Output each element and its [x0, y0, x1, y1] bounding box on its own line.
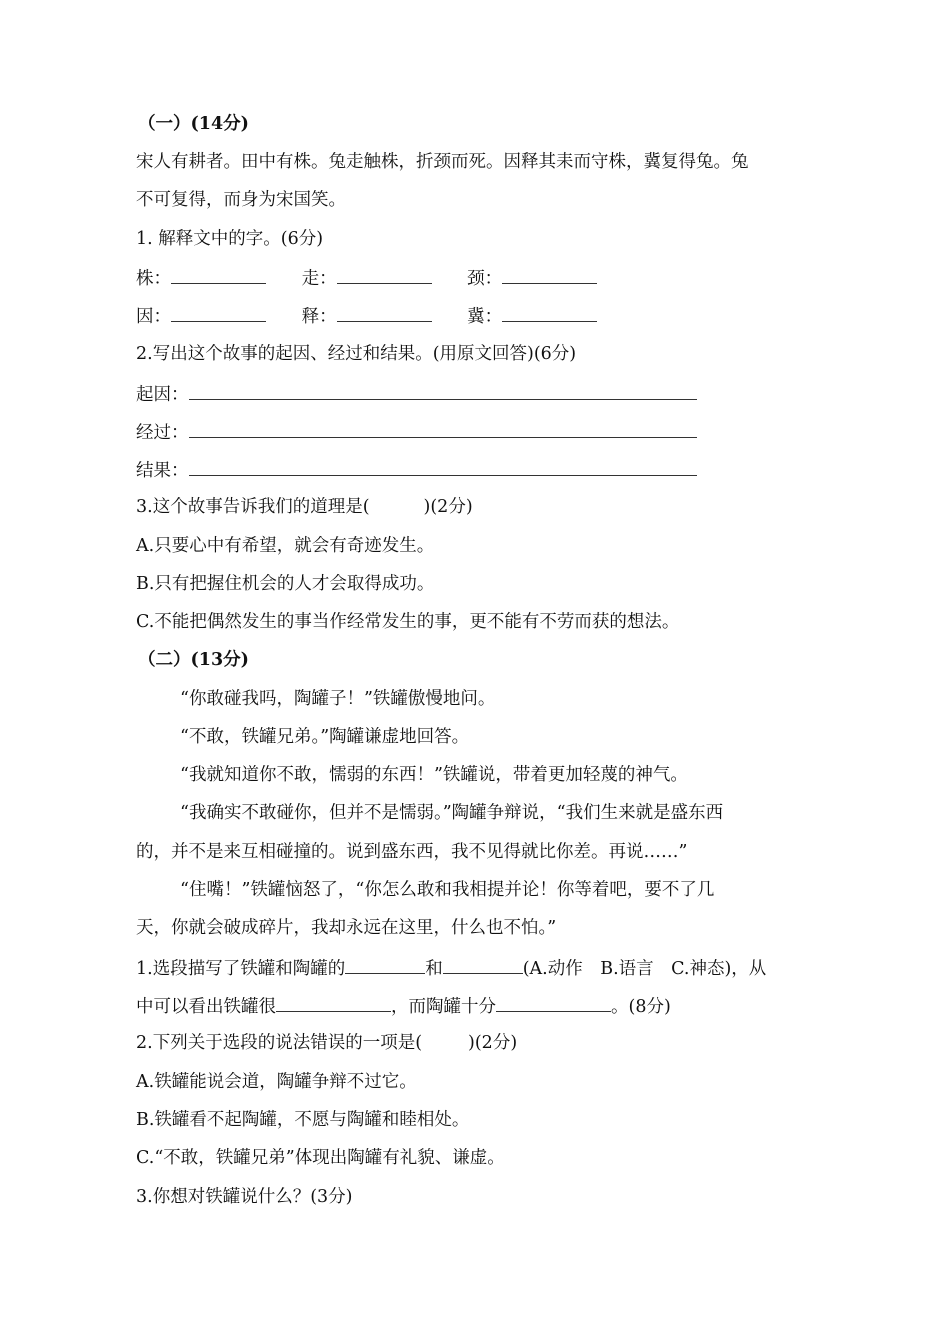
label-shi: 释： — [301, 307, 337, 327]
label-jing: 颈： — [467, 269, 503, 289]
q3-prompt — [136, 495, 473, 519]
s2-q1-line-1 — [136, 955, 766, 981]
s2-q1-line-2 — [136, 993, 671, 1019]
section-2-heading: （二）(13分) — [138, 650, 249, 670]
q3-option-a: A.只要心中有希望，就会有奇迹发生。 — [136, 536, 435, 556]
q2-prompt: 2.写出这个故事的起因、经过和结果。(用原文回答)(6分) — [136, 344, 577, 364]
s2-q2-option-c: C.“不敢，铁罐兄弟”体现出陶罐有礼貌、谦虚。 — [136, 1148, 505, 1168]
s2-q1-text-1: 1.选段描写了铁罐和陶罐的 — [136, 959, 346, 979]
q1-prompt: 1. 解释文中的字。(6分) — [136, 229, 324, 249]
q1-row-2 — [136, 303, 597, 329]
passage-line-1: 宋人有耕者。田中有株。兔走触株，折颈而死。因释其耒而守株，冀复得兔。兔 — [136, 152, 749, 172]
q2-process-row — [136, 419, 697, 445]
label-result: 结果： — [136, 461, 189, 481]
label-cause: 起因： — [136, 385, 189, 405]
label-yin: 因： — [136, 307, 171, 327]
s2-q1-text-5: ，而陶罐十分 — [391, 997, 496, 1017]
blank-process[interactable] — [189, 419, 697, 438]
blank-describe-1[interactable] — [345, 955, 425, 974]
s2-q1-text-3: (A.动作 B.语言 C.神态)，从 — [522, 959, 767, 979]
blank-jing[interactable] — [502, 265, 597, 284]
q3-option-b: B.只有把握住机会的人才会取得成功。 — [136, 574, 435, 594]
s2-q1-text-4: 中可以看出铁罐很 — [136, 997, 276, 1017]
s2-q2-option-a: A.铁罐能说会道，陶罐争辩不过它。 — [136, 1072, 417, 1092]
s2-q2-option-b: B.铁罐看不起陶罐，不愿与陶罐和睦相处。 — [136, 1110, 470, 1130]
label-zou: 走： — [301, 269, 337, 289]
q3-prompt-start: 3.这个故事告诉我们的道理是( — [136, 497, 370, 517]
passage2-para-5-line-2: 天，你就会破成碎片，我却永远在这里，什么也不怕。” — [136, 918, 557, 938]
q2-result-row — [136, 457, 697, 483]
s2-q2-prompt — [136, 1031, 517, 1055]
blank-shi[interactable] — [337, 303, 432, 322]
passage2-para-3: “我就知道你不敢，懦弱的东西！”铁罐说，带着更加轻蔑的神气。 — [180, 765, 688, 785]
section-1-heading: （一）(14分) — [138, 114, 249, 134]
label-process: 经过： — [136, 423, 189, 443]
passage-line-2: 不可复得，而身为宋国笑。 — [136, 190, 346, 210]
blank-describe-2[interactable] — [443, 955, 523, 974]
q2-cause-row — [136, 381, 697, 407]
s2-q1-text-6: 。(8分) — [611, 997, 671, 1017]
passage2-para-4-line-2: 的，并不是来互相碰撞的。说到盛东西，我不见得就比你差。再说……” — [136, 842, 688, 862]
q3-option-c: C.不能把偶然发生的事当作经常发生的事，更不能有不劳而获的想法。 — [136, 612, 680, 632]
s2-q2-prompt-end: )(2分) — [468, 1033, 518, 1053]
blank-zou[interactable] — [337, 265, 432, 284]
label-zhu: 株： — [136, 269, 171, 289]
blank-zhu[interactable] — [171, 265, 266, 284]
s2-q2-prompt-start: 2.下列关于选段的说法错误的一项是( — [136, 1033, 423, 1053]
passage2-para-1: “你敢碰我吗，陶罐子！”铁罐傲慢地问。 — [180, 689, 496, 709]
q1-row-1 — [136, 265, 597, 291]
passage2-para-4-line-1: “我确实不敢碰你，但并不是懦弱。”陶罐争辩说，“我们生来就是盛东西 — [180, 803, 724, 823]
blank-result[interactable] — [189, 457, 697, 476]
s2-q1-text-2: 和 — [425, 959, 443, 979]
passage2-para-5-line-1: “住嘴！”铁罐恼怒了，“你怎么敢和我相提并论！你等着吧，要不了几 — [180, 880, 715, 900]
blank-ji[interactable] — [502, 303, 597, 322]
blank-yin[interactable] — [171, 303, 266, 322]
blank-cause[interactable] — [189, 381, 697, 400]
passage2-para-2: “不敢，铁罐兄弟。”陶罐谦虚地回答。 — [180, 727, 470, 747]
blank-iron-trait[interactable] — [276, 993, 391, 1012]
q3-prompt-end: )(2分) — [423, 497, 473, 517]
label-ji: 冀： — [467, 307, 503, 327]
s2-q3-prompt: 3.你想对铁罐说什么？(3分) — [136, 1187, 353, 1207]
blank-clay-trait[interactable] — [496, 993, 611, 1012]
